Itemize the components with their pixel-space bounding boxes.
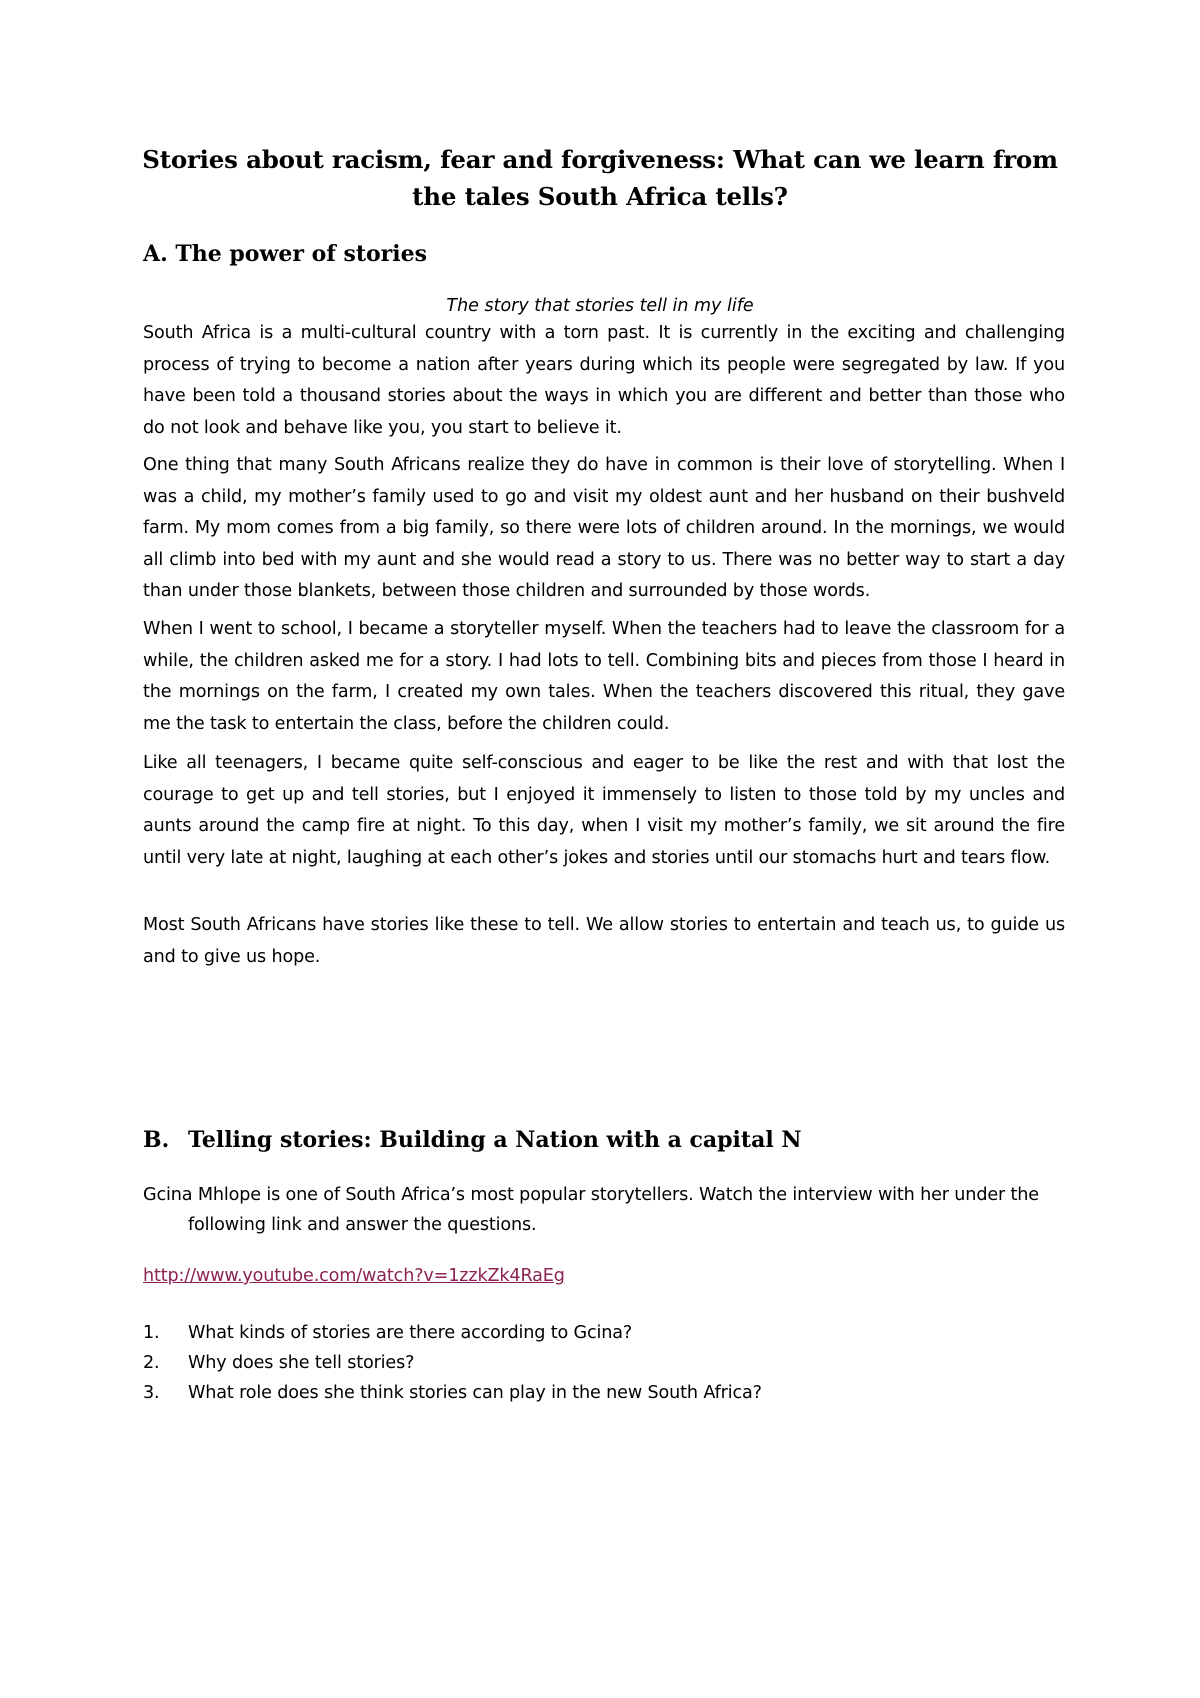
question-number: 1.: [143, 1323, 160, 1343]
list-item: [143, 1378, 1065, 1408]
section-a-subtitle: The story that stories tell in my life: [446, 296, 754, 316]
section-a-heading: A. The power of stories: [143, 241, 428, 267]
paragraph-1: South Africa is a multi-cultural country with a torn past. It is currently in the exciting and challenging process of trying to become a nation after years during which its people were segregated by law. If you have been told a thousand stories about the ways in which you are different and better than those who do not look and behave like you, you start to believe it.: [143, 323, 1065, 438]
question-number: 2.: [143, 1353, 160, 1373]
section-b-number: B.: [143, 1127, 170, 1153]
section-b-intro: Gcina Mhlope is one of South Africa’s most popular storytellers. Watch the interview with her under the following link and answer the questions.: [143, 1185, 1039, 1235]
paragraph-2: One thing that many South Africans realize they do have in common is their love of storytelling. When I was a child, my mother’s family used to go and visit my oldest aunt and her husband on their bushveld farm. My mom comes from a big family, so there were lots of children around. In the mornings, we would all climb into bed with my aunt and she would read a story to us. There was no better way to start a day than under those blankets, between those children and surrounded by those words.: [143, 455, 1065, 601]
question-text: Why does she tell stories?: [188, 1353, 415, 1373]
question-number: 3.: [143, 1383, 160, 1403]
question-text: What kinds of stories are there according to Gcina?: [188, 1323, 633, 1343]
question-text: What role does she think stories can play in the new South Africa?: [188, 1383, 762, 1403]
paragraph-5: Most South Africans have stories like these to tell. We allow stories to entertain and teach us, to guide us and to give us hope.: [143, 915, 1065, 967]
section-b-heading: [143, 1126, 801, 1154]
section-b-heading-text: Telling stories: Building a Nation with a capital N: [188, 1127, 802, 1153]
paragraph-3: When I went to school, I became a storyteller myself. When the teachers had to leave the classroom for a while, the children asked me for a story. I had lots to tell. Combining bits and pieces from those I heard in the mornings on the farm, I created my own tales. When the teachers discovered this ritual, they gave me the task to entertain the class, before the children could.: [143, 619, 1065, 734]
question-list: [143, 1318, 1065, 1408]
list-item: [143, 1318, 1065, 1348]
paragraph-4: Like all teenagers, I became quite self-conscious and eager to be like the rest and with that lost the courage to get up and tell stories, but I enjoyed it immensely to listen to those told by my uncles and aunts around the camp fire at night. To this day, when I visit my mother’s family, we sit around the fire until very late at night, laughing at each other’s jokes and stories until our stomachs hurt and tears flow.: [143, 753, 1065, 868]
youtube-link[interactable]: http://www.youtube.com/watch?v=1zzkZk4RaEg: [143, 1266, 565, 1286]
document-title: Stories about racism, fear and forgiveness: What can we learn from the tales South Africa tells?: [142, 145, 1058, 211]
list-item: [143, 1348, 1065, 1378]
